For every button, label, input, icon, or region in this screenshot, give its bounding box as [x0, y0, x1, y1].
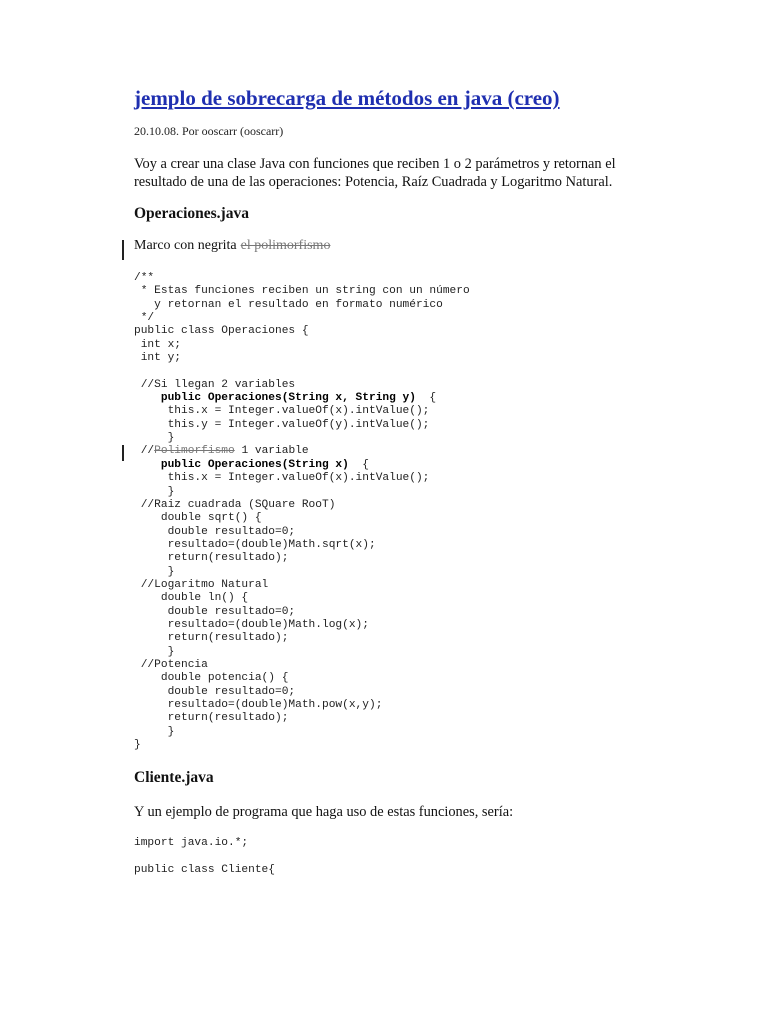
marco-deleted-text: el polimorfismo: [240, 238, 331, 253]
marco-text: Marco con negrita: [134, 238, 237, 253]
code-comment-prefix: //: [134, 445, 155, 458]
change-bar: [122, 445, 124, 461]
cliente-intro-paragraph: Y un ejemplo de programa que haga uso de estas funciones, sería:: [134, 804, 514, 820]
cliente-heading: Cliente.java: [134, 769, 214, 786]
change-bar: [122, 240, 124, 260]
code-header: /** * Estas funciones reciben un string con un número y retornan el resultado en formato numérico */ public class Operaciones { int x; int y; //Si llegan 2 variables: [134, 272, 470, 391]
code-brace: {: [415, 392, 437, 405]
operaciones-heading: Operaciones.java: [134, 205, 249, 222]
code-comment-suffix: 1 variable: [234, 445, 309, 458]
post-meta: 20.10.08. Por ooscarr (ooscarr): [134, 124, 284, 138]
intro-paragraph: Voy a crear una clase Java con funciones que reciben 1 o 2 parámetros y retornan el resultado de una de las operaciones: Potencia, Raíz Cuadrada y Logaritmo Natural.: [134, 156, 616, 190]
cliente-code-block: import java.io.*; public class Cliente{: [134, 837, 275, 876]
marco-line: [134, 238, 330, 254]
code-brace: {: [348, 458, 369, 471]
operaciones-code-block: [134, 272, 470, 752]
post-title-link[interactable]: jemplo de sobrecarga de métodos en java (creo): [134, 86, 560, 110]
code-comment-deleted: Polimorfismo: [154, 445, 235, 458]
code-methods: this.x = Integer.valueOf(x).intValue(); } //Raiz cuadrada (SQuare RooT) double sqrt() { double resultado=0; resultado=(double)Math.sqrt(x); return(resultado); } //Logaritmo Natural double ln() { double resultado=0; resultado=(double)Math.log(x); return(resultado); } //Potencia double potencia() { double resultado=0; resultado=(double)Math.pow(x,y); return(resultado); } }: [134, 472, 430, 752]
code-ctor-two-body: this.x = Integer.valueOf(x).intValue(); this.y = Integer.valueOf(y).intValue(); }: [167, 405, 430, 445]
code-ctor-two-args: public Operaciones(String x, String y): [134, 392, 416, 405]
code-ctor-one-arg: public Operaciones(String x): [134, 458, 349, 471]
